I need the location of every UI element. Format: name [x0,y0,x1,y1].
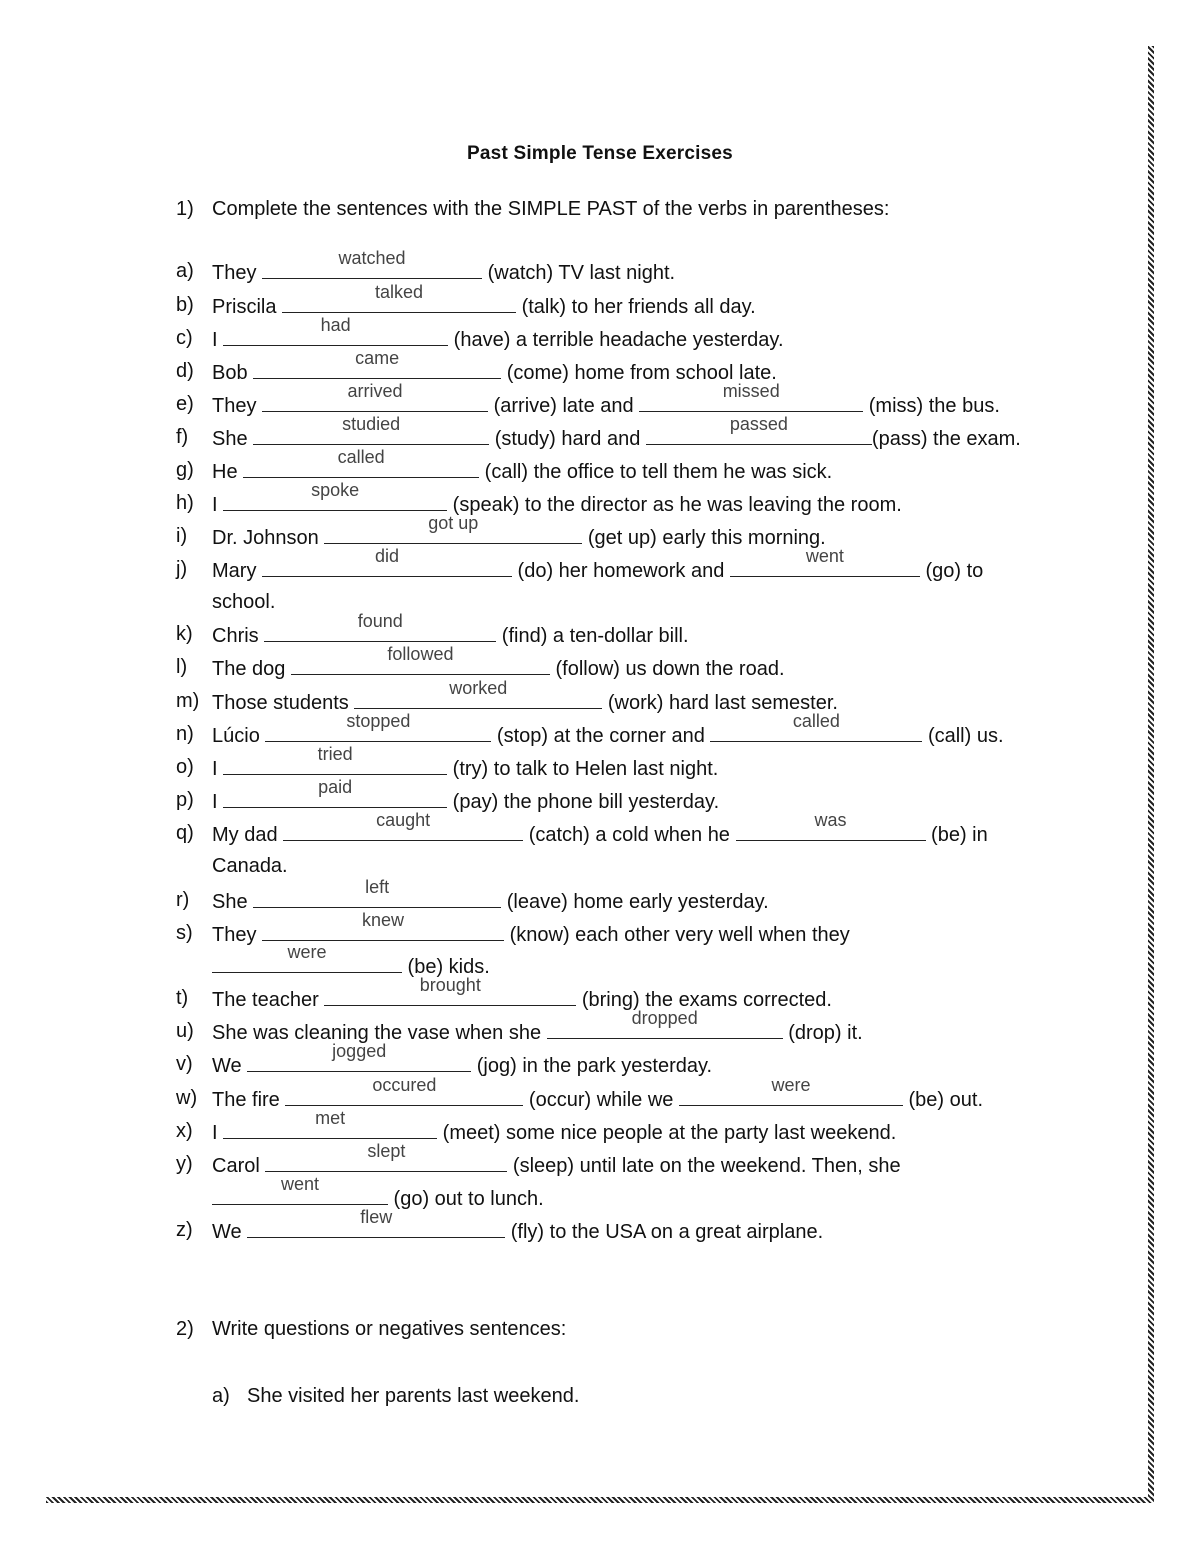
answer-blank [243,447,479,478]
answer-text: caught [376,810,431,830]
decorative-border-bottom [46,1497,1154,1503]
item-label: j) [176,558,188,580]
answer-text: jogged [332,1041,387,1061]
sentence-text: (occur) while we [523,1089,679,1111]
answer-text: knew [362,910,405,930]
answer-text: met [315,1108,346,1128]
sentence-text: (do) her homework and [512,560,730,582]
sentence-text: (arrive) late and [488,395,640,417]
item-label: b) [176,294,194,316]
sentence-text: (miss) the bus. [863,395,1000,417]
item-label: c) [176,327,193,349]
answer-text: watched [338,248,406,268]
sentence-text: (call) the office to tell them he was sick. [479,461,833,483]
sentence-text: They [212,924,263,946]
sentence-text: Chris [212,625,265,647]
answer-text: went [805,546,844,566]
item-label: r) [176,889,190,911]
answer-text: studied [342,414,401,434]
item-label: l) [176,656,188,678]
item-text: She visited her parents last weekend. [247,1385,580,1407]
answer-text: were [287,942,327,962]
sentence-text: I [212,1122,224,1144]
section-number: 1) [176,198,194,220]
answer-blank [262,381,488,412]
sentence-text: (fly) to the USA on a great airplane. [505,1221,824,1243]
sentence-text: We [212,1221,248,1243]
answer-blank [223,480,447,511]
sentence-text: (leave) home early yesterday. [501,891,769,913]
sentence-text: The fire [212,1089,286,1111]
sentence-text: I [212,758,224,780]
answer-text: spoke [311,480,360,500]
sentence-text: They [212,262,263,284]
sentence-text: Canada. [212,855,288,877]
section-instruction: Write questions or negatives sentences: [212,1318,567,1340]
answer-blank [265,1141,507,1172]
item-label: w) [176,1087,198,1109]
answer-blank [283,810,523,841]
answer-text: tried [317,744,353,764]
answer-blank [223,315,448,346]
answer-blank [223,744,447,775]
answer-text: left [365,877,390,897]
item-label: u) [176,1020,194,1042]
answer-blank [547,1008,783,1039]
sentence-text: (have) a terrible headache yesterday. [448,329,784,351]
answer-blank [646,414,872,445]
sentence-text: (jog) in the park yesterday. [471,1055,713,1077]
worksheet-title: Past Simple Tense Exercises [467,143,733,164]
item-sentence [212,546,984,586]
answer-blank [282,282,516,313]
item-label: y) [176,1153,193,1175]
sentence-text: I [212,329,224,351]
answer-text: did [374,546,400,566]
sentence-text: They [212,395,263,417]
answer-blank [253,414,489,445]
answer-text: missed [722,381,780,401]
answer-text: had [320,315,351,335]
sentence-text: Bob [212,362,254,384]
answer-text: slept [367,1141,406,1161]
item-label: s) [176,922,193,944]
item-label: m) [176,690,200,712]
sentence-text: (speak) to the director as he was leaving the room. [447,494,902,516]
sentence-text: (get up) early this morning. [582,527,826,549]
sentence-text: school. [212,591,276,613]
item-label: i) [176,525,188,547]
answer-text: passed [729,414,788,434]
item-label: e) [176,393,194,415]
sentence-text: Priscila [212,296,283,318]
answer-blank [262,910,504,941]
sentence-text: (come) home from school late. [501,362,777,384]
sentence-text: (talk) to her friends all day. [516,296,756,318]
sentence-text: (meet) some nice people at the party last weekend. [437,1122,897,1144]
answer-text: talked [374,282,424,302]
answer-text: flew [360,1207,393,1227]
sentence-text: My dad [212,824,284,846]
sentence-text: (go) out to lunch. [388,1188,544,1210]
sentence-text: (study) hard and [489,428,646,450]
sentence-text: (be) in [925,824,988,846]
sentence-text: (bring) the exams corrected. [576,989,832,1011]
sentence-text: Dr. Johnson [212,527,325,549]
item-label: g) [176,459,194,481]
sentence-text: (catch) a cold when he [523,824,736,846]
sentence-text: (follow) us down the road. [549,658,785,680]
answer-text: arrived [347,381,403,401]
answer-text: occured [372,1075,437,1095]
answer-text: followed [387,644,454,664]
section-number: 2) [176,1318,194,1340]
item-sentence [212,1207,824,1247]
sentence-text: I [212,494,224,516]
answer-blank [262,248,482,279]
answer-blank [223,777,447,808]
sentence-text: (try) to talk to Helen last night. [447,758,719,780]
sentence-text: The teacher [212,989,325,1011]
sentence-text: (go) to [919,560,984,582]
sentence-text: He [212,461,244,483]
item-label: n) [176,723,194,745]
item-label: p) [176,789,194,811]
answer-blank [212,942,402,973]
answer-blank [264,611,496,642]
sentence-text: (watch) TV last night. [482,262,676,284]
answer-text: came [355,348,400,368]
item-label: a) [176,260,194,282]
answer-blank [291,644,550,675]
sentence-text: She [212,428,254,450]
answer-blank [262,546,512,577]
sentence-text: I [212,791,224,813]
sentence-text: (be) kids. [402,956,490,978]
item-label: h) [176,492,194,514]
item-label: q) [176,822,194,844]
sentence-text: Mary [212,560,262,582]
sentence-text: Those students [212,692,355,714]
sentence-text: (work) hard last semester. [602,692,838,714]
item-label: k) [176,623,193,645]
sentence-text: The dog [212,658,291,680]
sentence-text: (pay) the phone bill yesterday. [447,791,720,813]
sentence-text: (find) a ten-dollar bill. [496,625,689,647]
answer-blank [730,546,920,577]
sentence-text: She was cleaning the vase when she [212,1022,547,1044]
answer-blank [639,381,863,412]
answer-blank [253,348,501,379]
item-sentence [212,810,988,850]
answer-text: called [337,447,385,467]
answer-blank [223,1108,437,1139]
answer-text: went [280,1174,320,1194]
answer-text: brought [419,975,481,995]
answer-blank [324,513,582,544]
answer-text: got up [428,513,479,533]
item-label: d) [176,360,194,382]
answer-text: were [771,1075,811,1095]
item-label: o) [176,756,194,778]
sentence-text: (know) each other very well when they [504,924,850,946]
sentence-text: She [212,891,254,913]
answer-text: worked [449,678,508,698]
answer-blank [679,1075,903,1106]
answer-blank [324,975,576,1006]
answer-text: dropped [631,1008,698,1028]
item-label: f) [176,426,189,448]
item-label: x) [176,1120,193,1142]
answer-blank [736,810,926,841]
answer-blank [212,1174,388,1205]
sentence-text: (sleep) until late on the weekend. Then, she [507,1155,901,1177]
item-label: a) [212,1385,230,1407]
sentence-text: (stop) at the corner and [491,725,711,747]
sentence-text: We [212,1055,248,1077]
item-label: v) [176,1053,193,1075]
answer-blank [253,877,501,908]
sentence-text: (be) out. [902,1089,984,1111]
sentence-text: (drop) it. [782,1022,863,1044]
item-label: z) [176,1219,193,1241]
item-label: t) [176,987,189,1009]
decorative-border-right [1148,46,1154,1502]
answer-text: found [357,611,403,631]
answer-blank [285,1075,523,1106]
answer-blank [247,1207,505,1238]
answer-blank [265,711,491,742]
sentence-text: Lúcio [212,725,266,747]
section-instruction: Complete the sentences with the SIMPLE PAST of the verbs in parentheses: [212,198,890,220]
answer-text: called [792,711,840,731]
answer-blank [354,678,602,709]
sentence-text: Carol [212,1155,266,1177]
answer-text: stopped [346,711,411,731]
answer-text: paid [318,777,353,797]
answer-text: was [814,810,847,830]
sentence-text: (pass) the exam. [871,428,1021,450]
answer-blank [710,711,922,742]
sentence-text: (call) us. [922,725,1004,747]
answer-blank [247,1041,471,1072]
